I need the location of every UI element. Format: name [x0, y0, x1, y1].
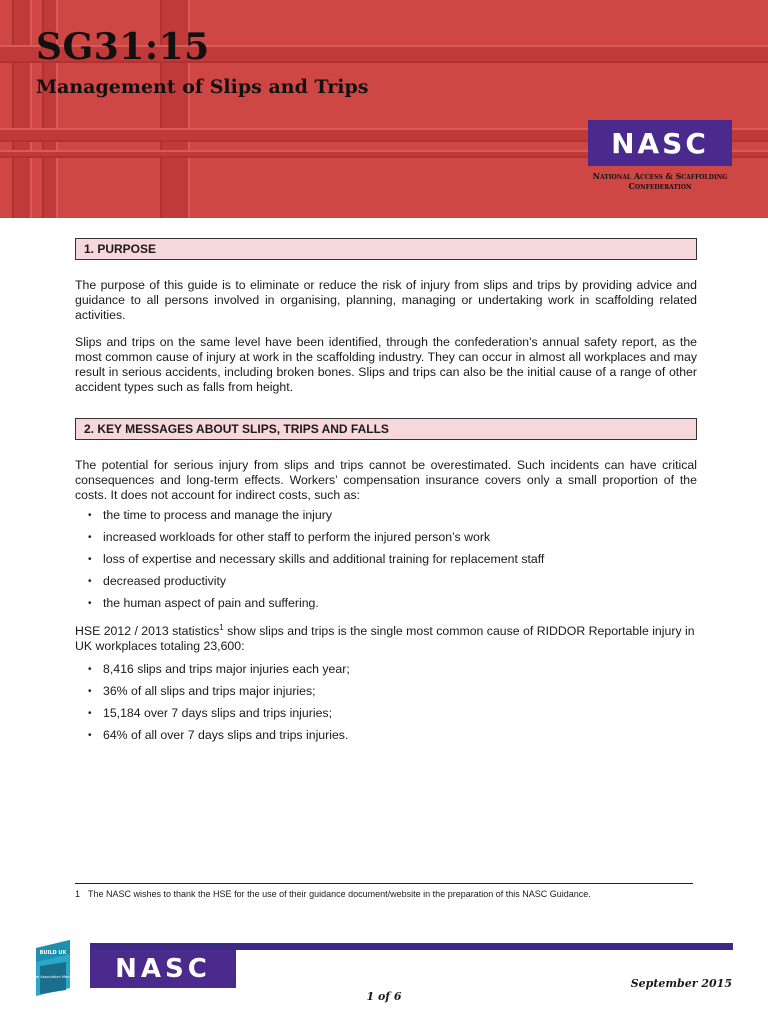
nasc-logo: NASC: [588, 120, 732, 166]
list-item: • 15,184 over 7 days slips and trips injuries;: [88, 706, 688, 728]
footnote-text: The NASC wishes to thank the HSE for the use of their guidance document/website in the preparation of this NASC Guidance.: [88, 889, 591, 899]
header-banner: [0, 0, 768, 218]
nasc-caption-line1: National Access & Scaffolding: [592, 171, 728, 181]
section-heading-purpose: 1. PURPOSE: [75, 238, 697, 260]
page-number: 1 of 6: [366, 990, 402, 1003]
section-heading-key-messages: 2. KEY MESSAGES ABOUT SLIPS, TRIPS AND FALLS: [75, 418, 697, 440]
statistics-intro: HSE 2012 / 2013 statistics: [75, 624, 220, 638]
document-title: Management of Slips and Trips: [36, 76, 369, 98]
list-item: • the human aspect of pain and suffering.: [88, 596, 688, 618]
list-item: • increased workloads for other staff to perform the injured person’s work: [88, 530, 688, 552]
footnote-divider: [75, 883, 693, 884]
badge-line1: BUILD UK: [39, 950, 67, 956]
footnote: [75, 889, 693, 899]
build-uk-badge-icon: [29, 940, 77, 996]
footer-rule: [90, 943, 733, 950]
list-item: • 64% of all over 7 days slips and trips injuries.: [88, 728, 688, 750]
purpose-paragraph-2: Slips and trips on the same level have been identified, through the confederation's annual safety report, as the most common cause of injury at work in the scaffolding industry. They can occur in almost all workplaces and may result in serious accidents, including broken bones. Slips and trips can also be the initial cause of a range of other accident types such as falls from height.: [75, 335, 697, 394]
nasc-logo-caption: [580, 171, 740, 191]
statistics-intro-continued: show slips and trips is the single most common cause of RIDDOR Reportable injury in UK workplaces totaling 23,600:: [75, 624, 695, 653]
list-item: • the time to process and manage the injury: [88, 508, 688, 530]
document-code: SG31:15: [36, 26, 210, 68]
footnote-reference: 1: [219, 622, 224, 632]
publication-date: September 2015: [630, 977, 732, 990]
nasc-caption-line2: Confederation: [628, 181, 692, 191]
purpose-paragraph-1: The purpose of this guide is to eliminate or reduce the risk of injury from slips and trips by providing advice and guidance to all persons involved in organising, planning, managing or undertaking work in scaffolding related activities.: [75, 278, 697, 322]
list-item: • 36% of all slips and trips major injuries;: [88, 684, 688, 706]
list-item: • 8,416 slips and trips major injuries each year;: [88, 662, 688, 684]
scaffold-tube-vertical: [12, 0, 32, 218]
list-item: • loss of expertise and necessary skills and additional training for replacement staff: [88, 552, 688, 574]
list-item: • decreased productivity: [88, 574, 688, 596]
footer-nasc-logo: NASC: [90, 950, 236, 988]
indirect-costs-list: [88, 508, 688, 618]
badge-line2: Trade Association Member: [29, 975, 77, 979]
key-messages-paragraph: The potential for serious injury from slips and trips cannot be overestimated. Such incidents can have critical consequences and long-term effects. Workers’ compensation insurance covers only a small proportion of the costs. It does not account for indirect costs, such as:: [75, 458, 697, 502]
statistics-paragraph: [75, 624, 697, 654]
statistics-list: [88, 662, 688, 750]
footnote-number: 1: [75, 889, 81, 899]
